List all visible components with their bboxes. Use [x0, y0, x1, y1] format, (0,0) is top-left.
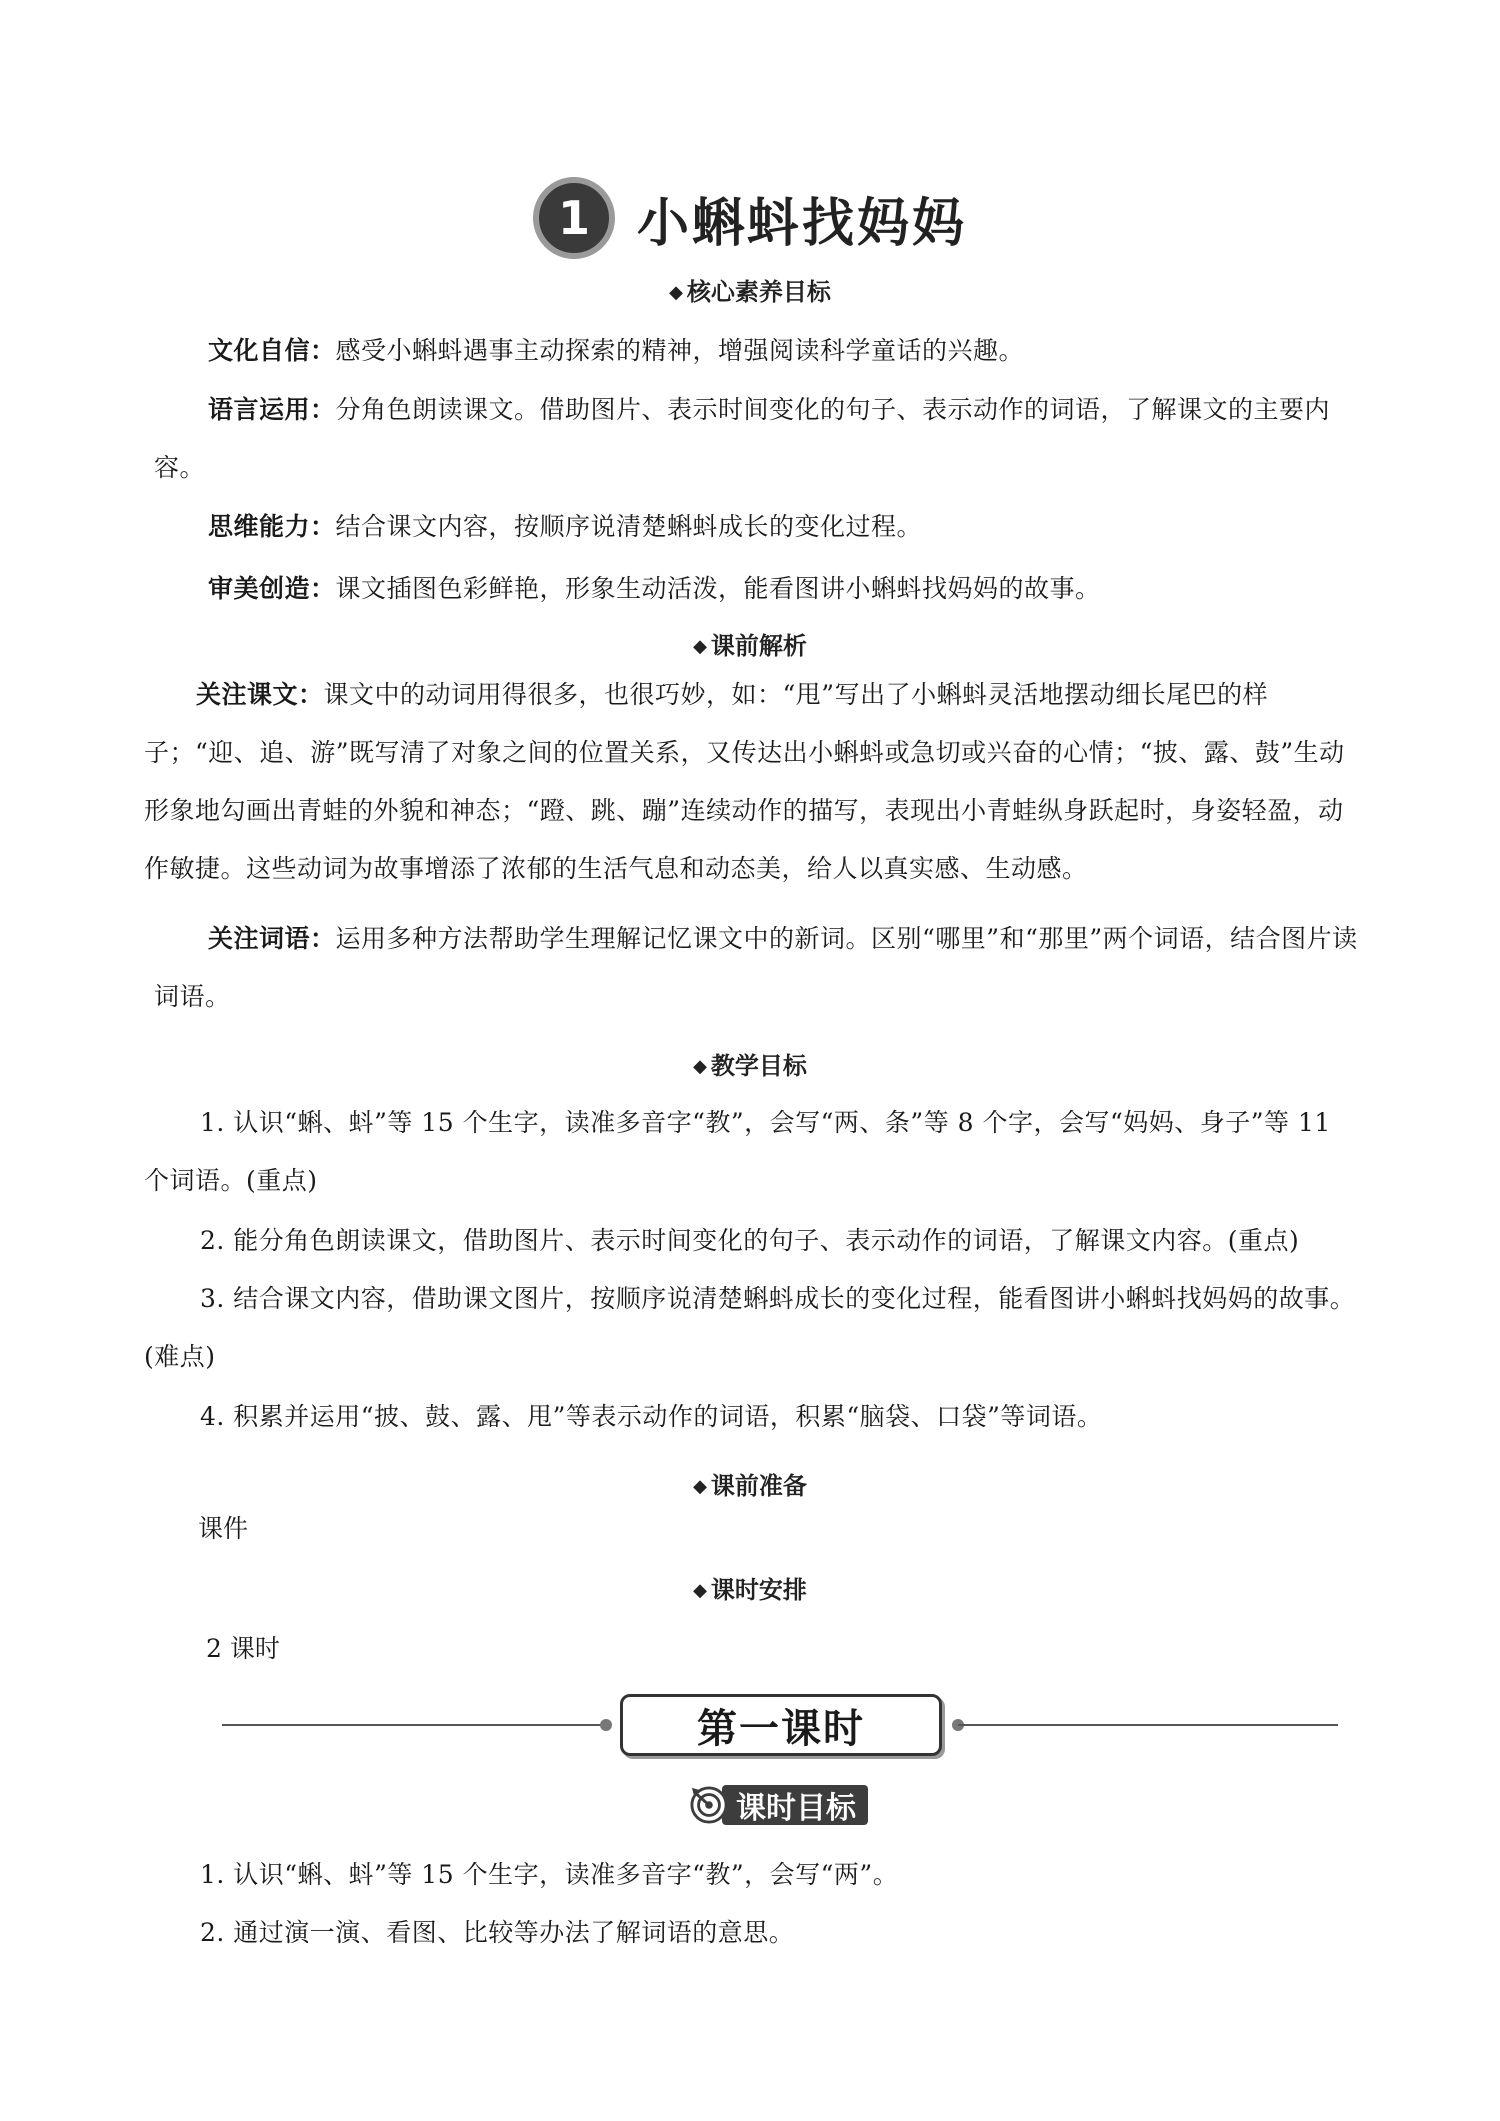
schedule-text: 2 课时 [206, 1634, 280, 1663]
section-heading-prep: ◆ 课前准备 [693, 1472, 807, 1500]
page-title [0, 168, 1500, 268]
lesson-banner: 第一课时 [620, 1694, 942, 1756]
lesson-goal-item: 1. 认识“蝌、蚪”等 15 个生字，读准多音字“教”，会写“两”。 [200, 1860, 899, 1889]
section-heading-teaching: ◆ 教学目标 [693, 1052, 807, 1080]
core-goal-item: 文化自信：感受小蝌蚪遇事主动探索的精神，增强阅读科学童话的兴趣。 [208, 336, 1025, 365]
target-icon [690, 1786, 728, 1824]
core-goal-item: 语言运用：分角色朗读课文。借助图片、表示时间变化的句子、表示动作的词语，了解课文的主要内容。 [154, 395, 1331, 482]
analysis-text: 关注词语：运用多种方法帮助学生理解记忆课文中的新词。区别“哪里”和“那里”两个词语，结合图片读词语。 [154, 924, 1358, 1011]
diamond-icon: ◆ [693, 636, 707, 657]
diamond-icon: ◆ [693, 1580, 707, 1601]
lesson-goal-badge [690, 1783, 876, 1827]
section-heading-core: ◆ 核心素养目标 [669, 278, 831, 306]
teaching-goal-item: 3. 结合课文内容，借助课文图片，按顺序说清楚蝌蚪成长的变化过程，能看图讲小蝌蚪找妈妈的故事。(难点) [144, 1284, 1356, 1371]
section-heading-schedule: ◆ 课时安排 [693, 1576, 807, 1604]
lesson-goal-label: 课时目标 [722, 1785, 868, 1825]
analysis-text: 关注课文：课文中的动词用得很多，也很巧妙，如：“甩”写出了小蝌蚪灵活地摆动细长尾巴的样子；“迎、追、游”既写清了对象之间的位置关系，又传达出小蝌蚪或急切或兴奋的心情；“披、露、鼓”生动形象地勾画出青蛙的外貌和神态；“蹬、跳、蹦”连续动作的描写，表现出小青蛙纵身跃起时，身姿轻盈，动作敏捷。这些动词为故事增添了浓郁的生活气息和动态美，给人以真实感、生动感。 [144, 680, 1345, 883]
diamond-icon: ◆ [669, 282, 683, 303]
lesson-goal-item: 2. 通过演一演、看图、比较等办法了解词语的意思。 [200, 1918, 795, 1947]
diamond-icon: ◆ [693, 1056, 707, 1077]
prep-text: 课件 [198, 1514, 249, 1543]
section-heading-analysis: ◆ 课前解析 [693, 632, 807, 660]
lesson-number-badge: 1 [533, 177, 615, 259]
divider-right [958, 1724, 1338, 1726]
core-goal-item: 审美创造：课文插图色彩鲜艳，形象生动活泼，能看图讲小蝌蚪找妈妈的故事。 [208, 574, 1101, 603]
divider-left [222, 1724, 604, 1726]
core-goal-item: 思维能力：结合课文内容，按顺序说清楚蝌蚪成长的变化过程。 [208, 512, 923, 541]
teaching-goal-item: 1. 认识“蝌、蚪”等 15 个生字，读准多音字“教”，会写“两、条”等 8 个字，会写“妈妈、身子”等 11 个词语。(重点) [144, 1108, 1331, 1195]
teaching-goal-item: 2. 能分角色朗读课文，借助图片、表示时间变化的句子、表示动作的词语，了解课文内容。(重点) [200, 1226, 1300, 1255]
teaching-goal-item: 4. 积累并运用“披、鼓、露、甩”等表示动作的词语，积累“脑袋、口袋”等词语。 [200, 1402, 1103, 1431]
divider-dot [600, 1719, 612, 1731]
diamond-icon: ◆ [693, 1476, 707, 1497]
lesson-title: 小蝌蚪找妈妈 [636, 193, 967, 254]
